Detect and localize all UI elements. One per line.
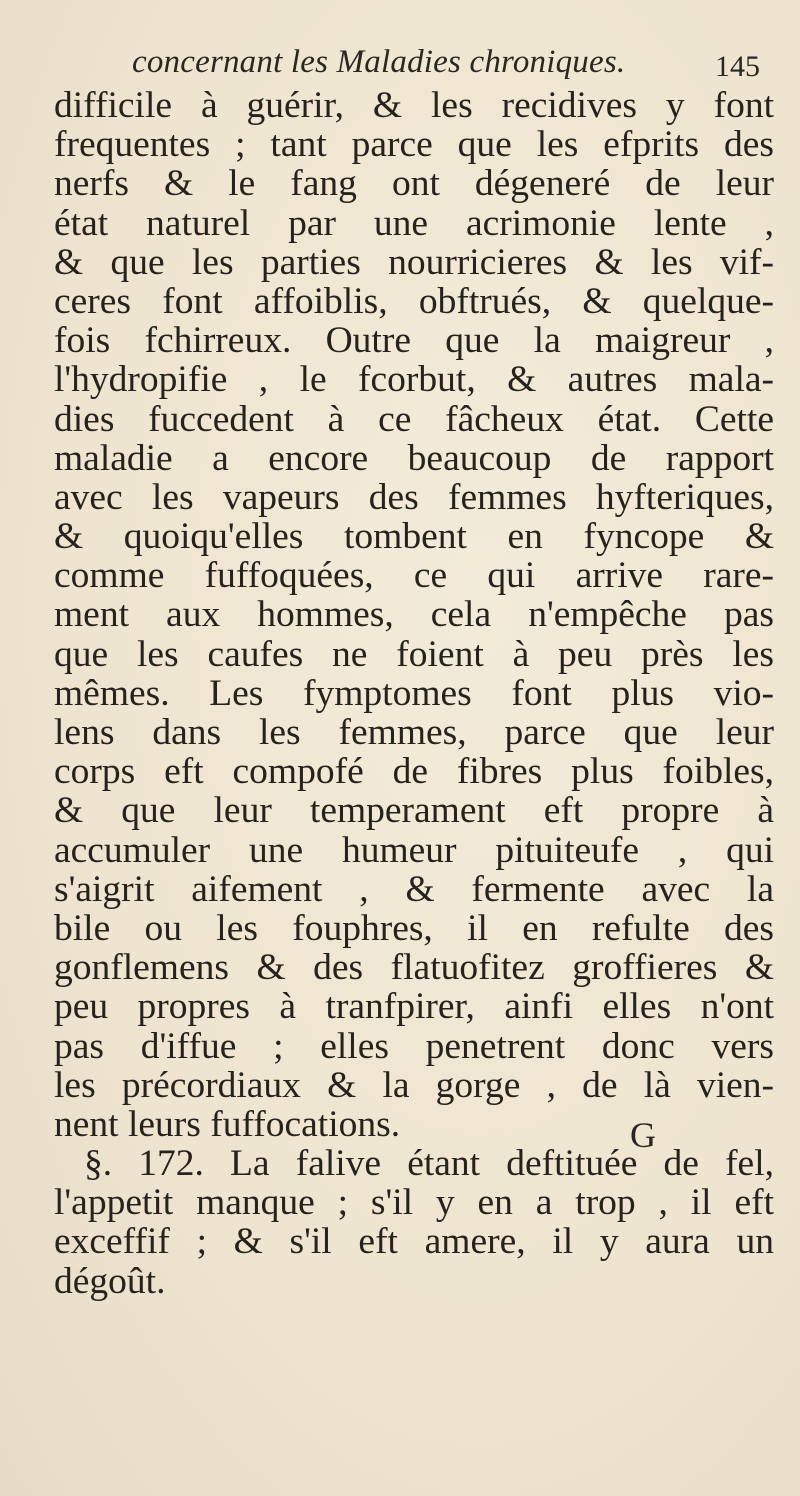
text-line: dies fuccedent à ce fâcheux état. Cette bbox=[54, 398, 774, 440]
text-line: difficile à guérir, & les recidives y font bbox=[54, 85, 774, 126]
text-line: que les caufes ne foient à peu près les bbox=[54, 633, 774, 675]
text-line: maladie a encore beaucoup de rapport bbox=[54, 437, 774, 479]
text-line: l'hydropifie , le fcorbut, & autres mala- bbox=[54, 359, 774, 401]
text-line: fois fchirreux. Outre que la maigreur , bbox=[54, 320, 774, 362]
text-line: & que les parties nourricieres & les vif- bbox=[54, 241, 774, 283]
text-line: corps eft compofé de fibres plus foibles, bbox=[54, 751, 774, 793]
text-line: exceffif ; & s'il eft amere, il y aura un bbox=[54, 1221, 774, 1263]
text-line: ceres font affoiblis, obftrués, & quelque- bbox=[54, 280, 774, 322]
body-text bbox=[54, 86, 774, 1301]
text-line: nerfs & le fang ont dégeneré de leur bbox=[54, 163, 774, 205]
text-line: pas d'iffue ; elles penetrent donc vers bbox=[54, 1025, 774, 1067]
text-line: peu propres à tranfpirer, ainfi elles n'ont bbox=[54, 986, 774, 1028]
text-line: les précordiaux & la gorge , de là vien- bbox=[54, 1064, 774, 1106]
text-line: accumuler une humeur pituiteufe , qui bbox=[54, 829, 774, 871]
text-line: lens dans les femmes, parce que leur bbox=[54, 712, 774, 753]
text-line: mêmes. Les fymptomes font plus vio- bbox=[54, 672, 774, 714]
text-line: bile ou les fouphres, il en refulte des bbox=[54, 907, 774, 949]
text-line: frequentes ; tant parce que les efprits des bbox=[54, 124, 774, 166]
text-line: ment aux hommes, cela n'empêche pas bbox=[54, 594, 774, 636]
text-line: & que leur temperament eft propre à bbox=[54, 790, 774, 832]
text-line: l'appetit manque ; s'il y en a trop , il eft bbox=[54, 1182, 774, 1224]
text-line: & quoiqu'elles tombent en fyncope & bbox=[54, 516, 774, 558]
text-line: état naturel par une acrimonie lente , bbox=[54, 202, 774, 244]
text-line: s'aigrit aifement , & fermente avec la bbox=[54, 868, 774, 910]
text-line: comme fuffoquées, ce qui arrive rare- bbox=[54, 555, 774, 597]
text-line: avec les vapeurs des femmes hyfteriques, bbox=[54, 476, 774, 518]
text-line: nent leurs fuffocations. bbox=[54, 1103, 401, 1145]
text-line: dégoût. bbox=[54, 1260, 166, 1302]
signature-mark: G bbox=[630, 1115, 656, 1155]
text-line: gonflemens & des flatuofitez groffieres & bbox=[54, 947, 774, 989]
running-title: concernant les Maladies chroniques. bbox=[132, 44, 626, 80]
paragraph-start-line: §. 172. La falive étant deftituée de fel, bbox=[84, 1143, 774, 1185]
page-number: 145 bbox=[715, 50, 760, 83]
